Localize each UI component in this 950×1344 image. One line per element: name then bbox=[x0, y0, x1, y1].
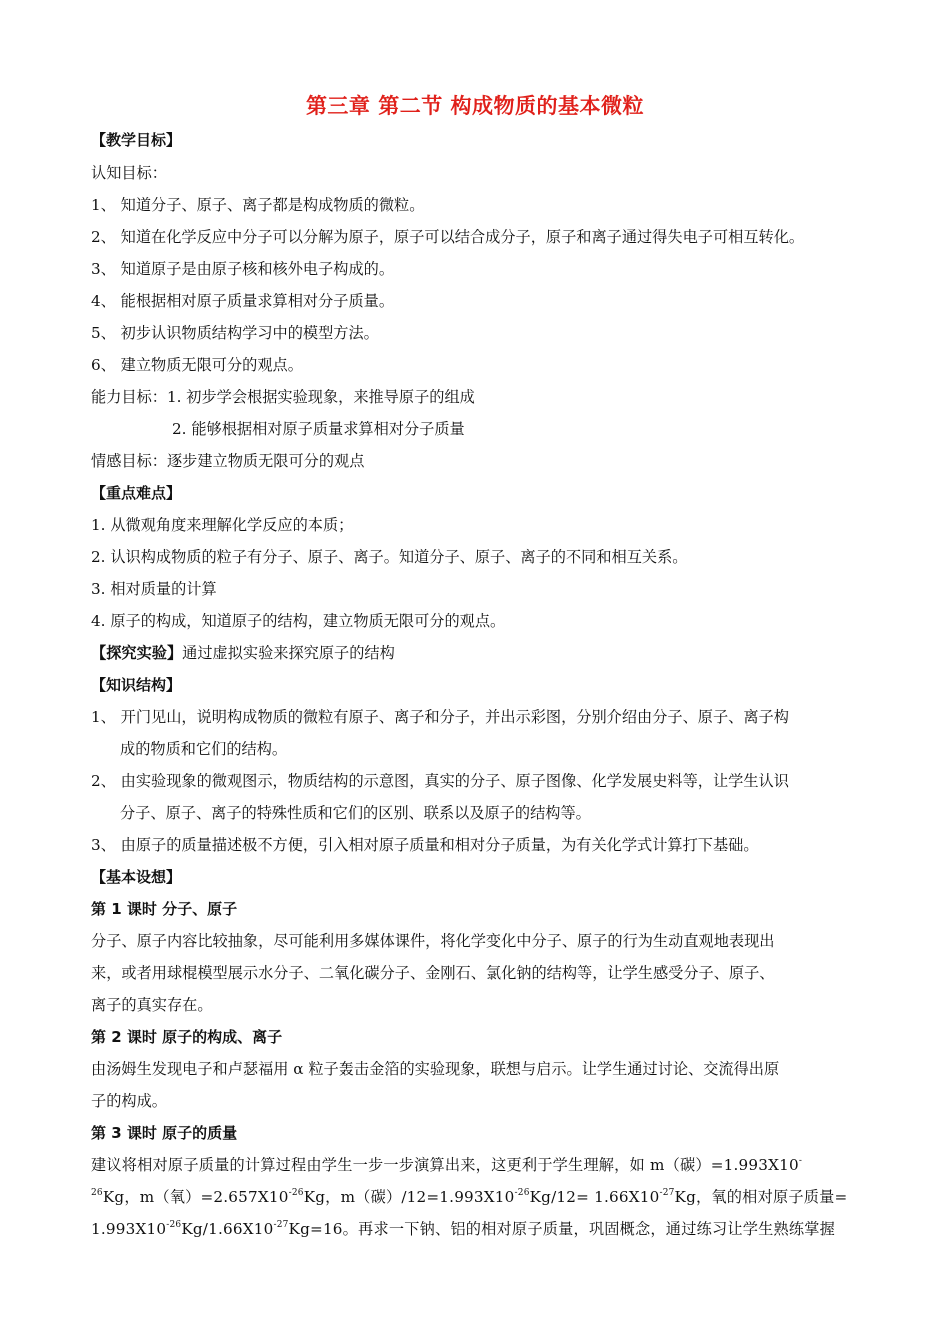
formula-text: Kg=16。再求一下钠、铝的相对原子质量，巩固概念，通过练习让学生熟练掌握 bbox=[288, 1220, 836, 1238]
lesson-2-line-2: 子的构成。 bbox=[91, 1092, 167, 1110]
lesson-3-title: 第 3 课时 原子的质量 bbox=[91, 1124, 238, 1142]
lesson-2-title: 第 2 课时 原子的构成、离子 bbox=[91, 1028, 283, 1046]
exponent: -26 bbox=[514, 1188, 530, 1198]
lesson-1-line-2: 来，或者用球棍模型展示水分子、二氧化碳分子、金刚石、氯化钠的结构等，让学生感受分子、原子、 bbox=[91, 964, 775, 982]
exponent: - bbox=[798, 1156, 803, 1166]
exponent: 26 bbox=[91, 1188, 103, 1198]
key-point-4: 4. 原子的构成，知道原子的结构，建立物质无限可分的观点。 bbox=[91, 612, 506, 630]
cognitive-item-6: 6、 建立物质无限可分的观点。 bbox=[91, 356, 303, 374]
page-title: 第三章 第二节 构成物质的基本微粒 bbox=[305, 94, 645, 118]
lesson-1-title: 第 1 课时 分子、原子 bbox=[91, 900, 238, 918]
key-points-heading: 【重点难点】 bbox=[91, 484, 182, 502]
lesson-3-line-2 bbox=[91, 1187, 847, 1207]
exponent: -27 bbox=[273, 1220, 289, 1230]
structure-heading: 【知识结构】 bbox=[91, 676, 182, 694]
cognitive-item-2: 2、 知道在化学反应中分子可以分解为原子，原子可以结合成分子，原子和离子通过得失电子可相互转化。 bbox=[91, 228, 805, 246]
formula-text: Kg，氧的相对原子质量= bbox=[674, 1188, 848, 1206]
ability-goal-1: 能力目标：1. 初步学会根据实验现象，来推导原子的组成 bbox=[91, 388, 475, 406]
exponent: -26 bbox=[166, 1220, 182, 1230]
structure-item-2-line-2: 分子、原子、离子的特殊性质和它们的区别、联系以及原子的结构等。 bbox=[120, 804, 591, 822]
goals-heading: 【教学目标】 bbox=[91, 131, 182, 149]
structure-item-2-line-1: 2、 由实验现象的微观图示，物质结构的示意图，真实的分子、原子图像、化学发展史料等，让学生认识 bbox=[91, 772, 789, 790]
formula-text: Kg，m（碳）/12=1.993X10 bbox=[303, 1188, 515, 1206]
experiment-text: 通过虚拟实验来探究原子的结构 bbox=[182, 644, 395, 662]
formula-text: 1.993X10 bbox=[91, 1220, 167, 1238]
experiment-line bbox=[91, 643, 395, 663]
cognitive-item-3: 3、 知道原子是由原子核和核外电子构成的。 bbox=[91, 260, 395, 278]
lesson-1-line-3: 离子的真实存在。 bbox=[91, 996, 213, 1014]
ability-goal-2: 2. 能够根据相对原子质量求算相对分子质量 bbox=[172, 420, 465, 438]
exponent: -26 bbox=[288, 1188, 304, 1198]
key-point-3: 3. 相对质量的计算 bbox=[91, 580, 217, 598]
formula-text: Kg/12= 1.66X10 bbox=[529, 1188, 660, 1206]
emotion-goal: 情感目标：逐步建立物质无限可分的观点 bbox=[91, 452, 365, 470]
experiment-heading: 【探究实验】 bbox=[91, 644, 183, 662]
cognitive-item-1: 1、 知道分子、原子、离子都是构成物质的微粒。 bbox=[91, 196, 425, 214]
key-point-2: 2. 认识构成物质的粒子有分子、原子、离子。知道分子、原子、离子的不同和相互关系。 bbox=[91, 548, 688, 566]
lesson-2-line-1: 由汤姆生发现电子和卢瑟福用 α 粒子轰击金箔的实验现象，联想与启示。让学生通过讨论、交流得出原 bbox=[91, 1060, 780, 1078]
cognitive-label: 认知目标： bbox=[91, 164, 167, 182]
structure-item-1-line-2: 成的物质和它们的结构。 bbox=[120, 740, 288, 758]
lesson-3-line-1-text: 建议将相对原子质量的计算过程由学生一步一步演算出来，这更利于学生理解，如 m（碳）=1.993X10 bbox=[91, 1156, 799, 1174]
exponent: -27 bbox=[659, 1188, 675, 1198]
formula-text: Kg/1.66X10 bbox=[181, 1220, 274, 1238]
lesson-3-line-1 bbox=[91, 1155, 802, 1175]
lesson-1-line-1: 分子、原子内容比较抽象，尽可能利用多媒体课件，将化学变化中分子、原子的行为生动直观地表现出 bbox=[91, 932, 775, 950]
key-point-1: 1. 从微观角度来理解化学反应的本质； bbox=[91, 516, 354, 534]
structure-item-1-line-1: 1、 开门见山，说明构成物质的微粒有原子、离子和分子，并出示彩图，分别介绍由分子、原子、离子构 bbox=[91, 708, 789, 726]
structure-item-3: 3、 由原子的质量描述极不方便，引入相对原子质量和相对分子质量，为有关化学式计算打下基础。 bbox=[91, 836, 759, 854]
design-heading: 【基本设想】 bbox=[91, 868, 182, 886]
cognitive-item-5: 5、 初步认识物质结构学习中的模型方法。 bbox=[91, 324, 379, 342]
cognitive-item-4: 4、 能根据相对原子质量求算相对分子质量。 bbox=[91, 292, 395, 310]
lesson-3-line-3 bbox=[91, 1219, 835, 1239]
formula-text: Kg，m（氧）=2.657X10 bbox=[102, 1188, 289, 1206]
